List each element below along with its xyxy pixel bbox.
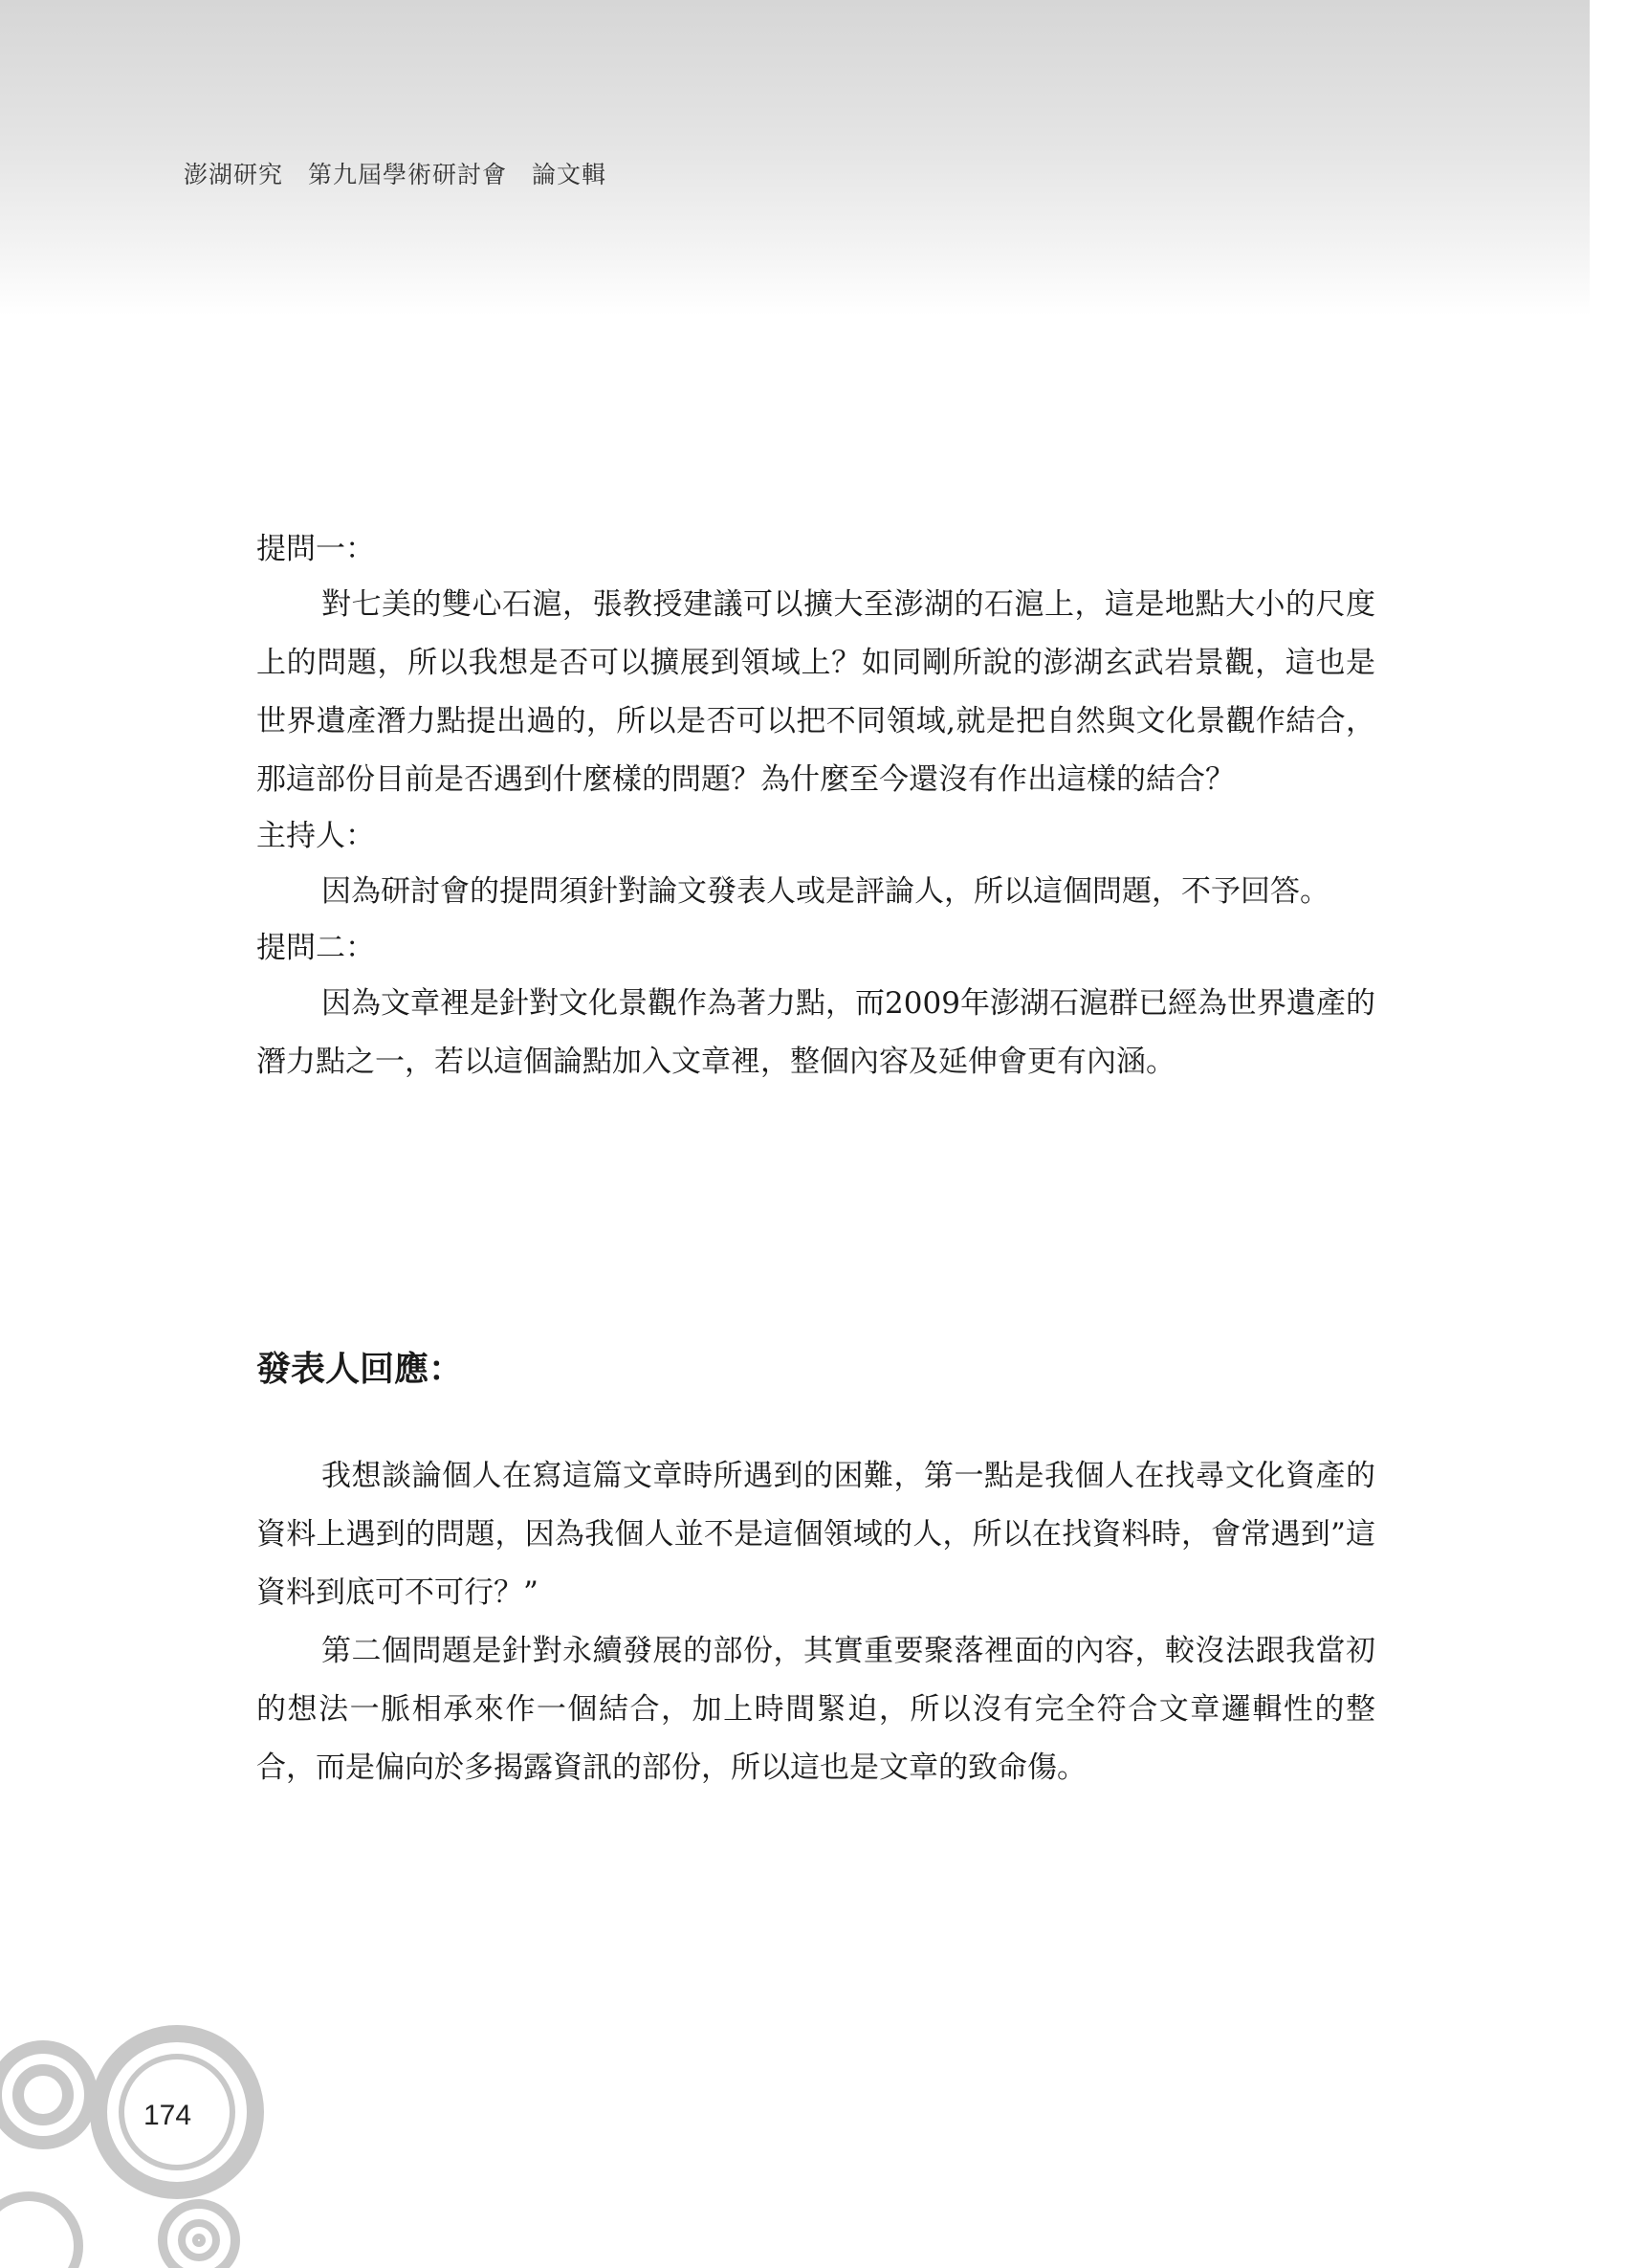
question-1-text: 對七美的雙心石滬，張教授建議可以擴大至澎湖的石滬上，這是地點大小的尺度上的問題，所以我想是否可以擴展到領域上？如同剛所說的澎湖玄武岩景觀，這也是世界遺產潛力點提出過的，所以是否可以把不同領域,就是把自然與文化景觀作結合，那這部份目前是否遇到什麼樣的問題？為什麼至今還沒有作出這樣的結合？ bbox=[256, 587, 1375, 797]
response-section bbox=[256, 1447, 1375, 1797]
page-number: 174 bbox=[143, 2100, 192, 2131]
question-2-label: 提問二： bbox=[256, 931, 375, 965]
response-paragraph-1: 我想談論個人在寫這篇文章時所遇到的困難，第一點是我個人在找尋文化資產的資料上遇到的問題，因為我個人並不是這個領域的人，所以在找資料時，會常遇到”這資料到底可不可行？” bbox=[256, 1459, 1375, 1610]
qa-section bbox=[256, 522, 1375, 1091]
question-2-text: 因為文章裡是針對文化景觀作為著力點，而2009年澎湖石滬群已經為世界遺產的潛力點之一，若以這個論點加入文章裡，整個內容及延伸會更有內涵。 bbox=[256, 986, 1375, 1079]
moderator-label: 主持人： bbox=[256, 819, 375, 853]
running-head: 澎湖研究 第九屆學術研討會 論文輯 bbox=[184, 161, 607, 188]
response-paragraph-2: 第二個問題是針對永續發展的部份，其實重要聚落裡面的內容，較沒法跟我當初的想法一脈相承來作一個結合，加上時間緊迫，所以沒有完全符合文章邏輯性的整合，而是偏向於多揭露資訊的部份，所以這也是文章的致命傷。 bbox=[256, 1634, 1375, 1785]
question-1-label: 提問一： bbox=[256, 532, 375, 566]
moderator-text: 因為研討會的提問須針對論文發表人或是評論人，所以這個問題，不予回答。 bbox=[321, 874, 1329, 909]
response-heading: 發表人回應： bbox=[256, 1350, 464, 1389]
